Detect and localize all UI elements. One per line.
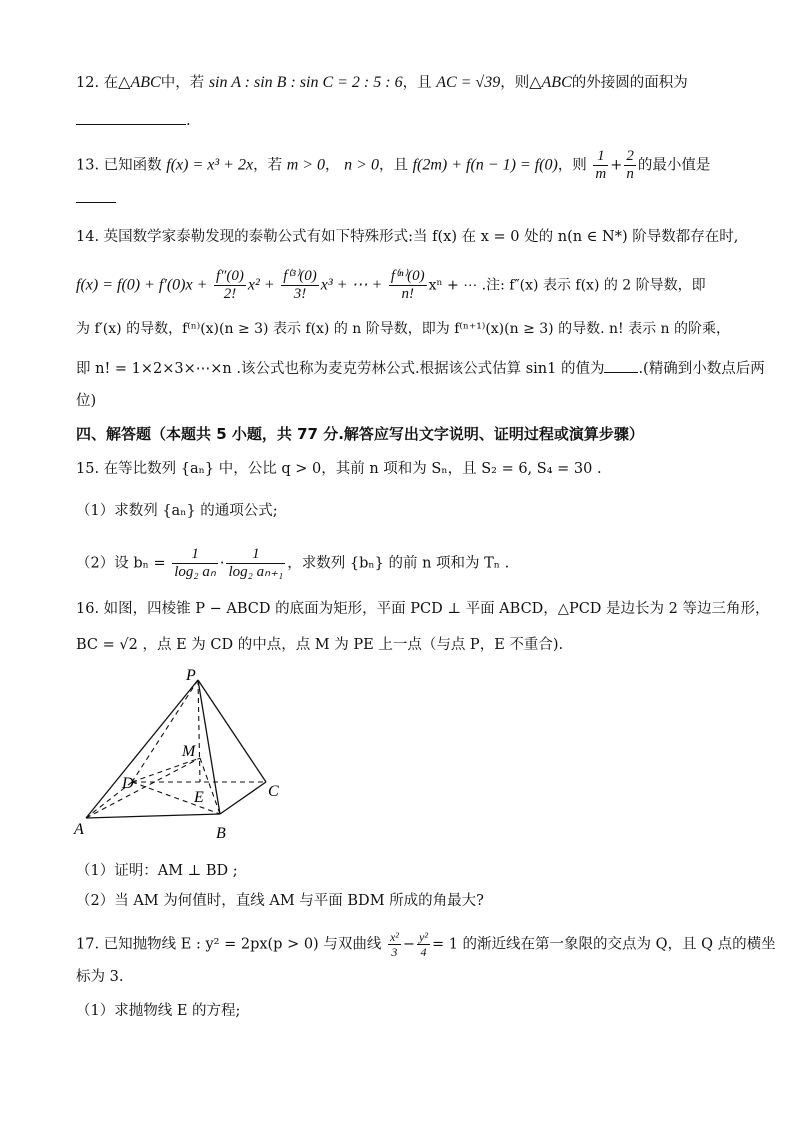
q13-text: ，若 [253, 157, 283, 174]
q13-fraction-2 [624, 148, 636, 183]
q14-formula: x² + [247, 276, 275, 294]
q14-fraction-3 [389, 268, 427, 303]
q13-answer-blank [76, 186, 116, 203]
denominator: 2! [223, 286, 237, 302]
q12-text: ，则 [500, 75, 530, 91]
q16-part-2: （2）当 AM 为何值时，直线 AM 与平面 BDM 所成的角最大? [76, 893, 484, 909]
q13-fraction-1 [593, 148, 608, 183]
minus-sign: − [402, 936, 416, 953]
q14-line-2 [76, 268, 734, 303]
q15-fraction-2 [226, 546, 285, 581]
q13-text: ，则 [557, 157, 587, 174]
segment-DM [132, 758, 200, 782]
edge-PC [198, 680, 266, 782]
q17-part-1: （1）求抛物线 E 的方程; [76, 1003, 241, 1019]
q12-number: 12. [76, 75, 100, 91]
numerator: 1 [172, 546, 218, 564]
q13-m-cond: m > 0 [286, 156, 326, 174]
q15-fraction-1 [172, 546, 218, 581]
denominator: n [626, 166, 634, 182]
q13-text: 已知函数 [103, 157, 162, 174]
q12-answer-blank [76, 108, 186, 125]
q12-line [76, 72, 734, 94]
q12-ratio: sin A : sin B : sin C = 2 : 5 : 6 [208, 74, 403, 91]
numerator: f⁽³⁾(0) [283, 268, 317, 284]
q14-line-4 [76, 356, 765, 380]
label-A: A [74, 821, 84, 838]
pyramid-diagram [70, 668, 310, 848]
label-C: C [268, 783, 279, 800]
numerator: f″(0) [216, 268, 244, 284]
q15-line-1: 15. 在等比数列 {aₙ} 中，公比 q > 0，其前 n 项和为 Sₙ，且 S₂ = 6, S₄ = 30 . [76, 461, 602, 477]
denominator: 4 [420, 945, 427, 959]
q14-fraction-2 [281, 268, 319, 303]
label-B: B [216, 825, 226, 842]
numerator: y² [419, 930, 428, 944]
q17-text: = 1 的渐近线在第一象限的交点为 Q，且 Q 点的横坐 [431, 936, 776, 953]
denominator: m [595, 166, 607, 182]
q13-n-cond: n > 0 [344, 156, 379, 174]
edge-AB [86, 814, 220, 818]
q14-line-1: 14. 英国数学家泰勒发现的泰勒公式有如下特殊形式:当 f(x) 在 x = 0 处的 n(n ∈ N*) 阶导数都存在时, [76, 229, 739, 245]
q12-answer-line [76, 108, 734, 132]
q13-number: 13. [76, 157, 100, 174]
dot-operator: · [219, 555, 225, 572]
q14-text: .(精确到小数点后两 [638, 361, 765, 377]
q14-formula: f(x) = f(0) + f′(0)x + [76, 276, 208, 294]
q13-text: ，且 [378, 157, 408, 174]
q15-text: （2）设 bₙ = [76, 555, 166, 572]
q12-triangle: △ABC [118, 74, 161, 91]
q13-line [76, 148, 734, 183]
q14-line-5: 位) [76, 393, 97, 409]
section-4-heading: 四、解答题（本题共 5 小题，共 77 分.解答应写出文字说明、证明过程或演算步骤） [76, 425, 644, 443]
plus-sign: + [610, 157, 623, 174]
q17-line-2: 标为 3. [76, 969, 124, 985]
q14-formula: x³ + ⋯ + [320, 276, 383, 294]
denominator: 3! [293, 286, 307, 302]
numerator: 1 [226, 546, 285, 564]
q14-text: 即 n! = 1×2×3×⋯×n .该公式也称为麦克劳林公式.根据该公式估算 sin1 的值为 [76, 361, 605, 377]
denominator: n! [401, 286, 414, 302]
q12-text: ，且 [402, 75, 432, 91]
q14-answer-blank [604, 356, 638, 373]
q15-text: ，求数列 {bₙ} 的前 n 项和为 Tₙ . [287, 555, 510, 572]
label-M: M [182, 743, 196, 760]
q17-fraction-y [417, 930, 430, 959]
pyramid-figure [70, 668, 310, 852]
q14-fraction-1 [214, 268, 246, 303]
label-P: P [186, 668, 196, 684]
numerator: x² [389, 930, 399, 944]
q16-part-1: （1）证明：AM ⊥ BD ; [76, 863, 238, 879]
q14-note: xⁿ + ⋯ .注: f″(x) 表示 f(x) 的 2 阶导数，即 [428, 277, 706, 294]
q13-answer-line [76, 186, 734, 210]
q17-text: 17. 已知抛物线 E : y² = 2px(p > 0) 与双曲线 [76, 936, 382, 953]
q12-text: 在 [103, 75, 119, 91]
q13-text: 的最小值是 [637, 157, 711, 174]
segment-AM [86, 758, 200, 818]
q16-line-1: 16. 如图，四棱锥 P − ABCD 的底面为矩形，平面 PCD ⊥ 平面 ABCD，△PCD 是边长为 2 等边三角形， [76, 601, 770, 617]
edge-BC [220, 782, 266, 814]
label-E: E [194, 789, 204, 806]
label-D: D [122, 775, 134, 792]
denominator: log₂ aₙ₊₁ [228, 564, 284, 580]
q17-fraction-x [388, 930, 401, 959]
q13-text: ， [325, 157, 340, 174]
edge-PE [198, 680, 200, 782]
edge-PD [132, 680, 198, 782]
q12-triangle: △ABC [529, 74, 572, 91]
q14-line-3: 为 f′(x) 的导数，f⁽ⁿ⁾(x)(n ≥ 3) 表示 f(x) 的 n 阶导数，即为 f⁽ⁿ⁺¹⁾(x)(n ≥ 3) 的导数. n! 表示 n 的阶乘， [76, 321, 730, 337]
q16-line-2: BC = √2 ，点 E 为 CD 的中点，点 M 为 PE 上一点（与点 P，E 不重合). [76, 637, 564, 653]
q13-function: f(x) = x³ + 2x [166, 156, 254, 174]
q13-condition: f(2m) + f(n − 1) = f(0) [412, 156, 558, 174]
numerator: 1 [593, 148, 608, 166]
q12-ac-value: AC = √39 [436, 74, 501, 91]
q15-part-1: （1）求数列 {aₙ} 的通项公式; [76, 503, 278, 519]
hidden-edges [86, 680, 266, 818]
q12-period: . [186, 113, 191, 129]
q12-text: 中，若 [160, 75, 205, 91]
numerator: 2 [626, 148, 634, 164]
q17-line-1 [76, 930, 776, 959]
q15-part-2 [76, 546, 734, 581]
denominator: log₂ aₙ [174, 564, 216, 580]
q12-text: 的外接圆的面积为 [571, 75, 688, 91]
denominator: 3 [391, 945, 398, 959]
numerator: f⁽ⁿ⁾(0) [390, 268, 425, 284]
